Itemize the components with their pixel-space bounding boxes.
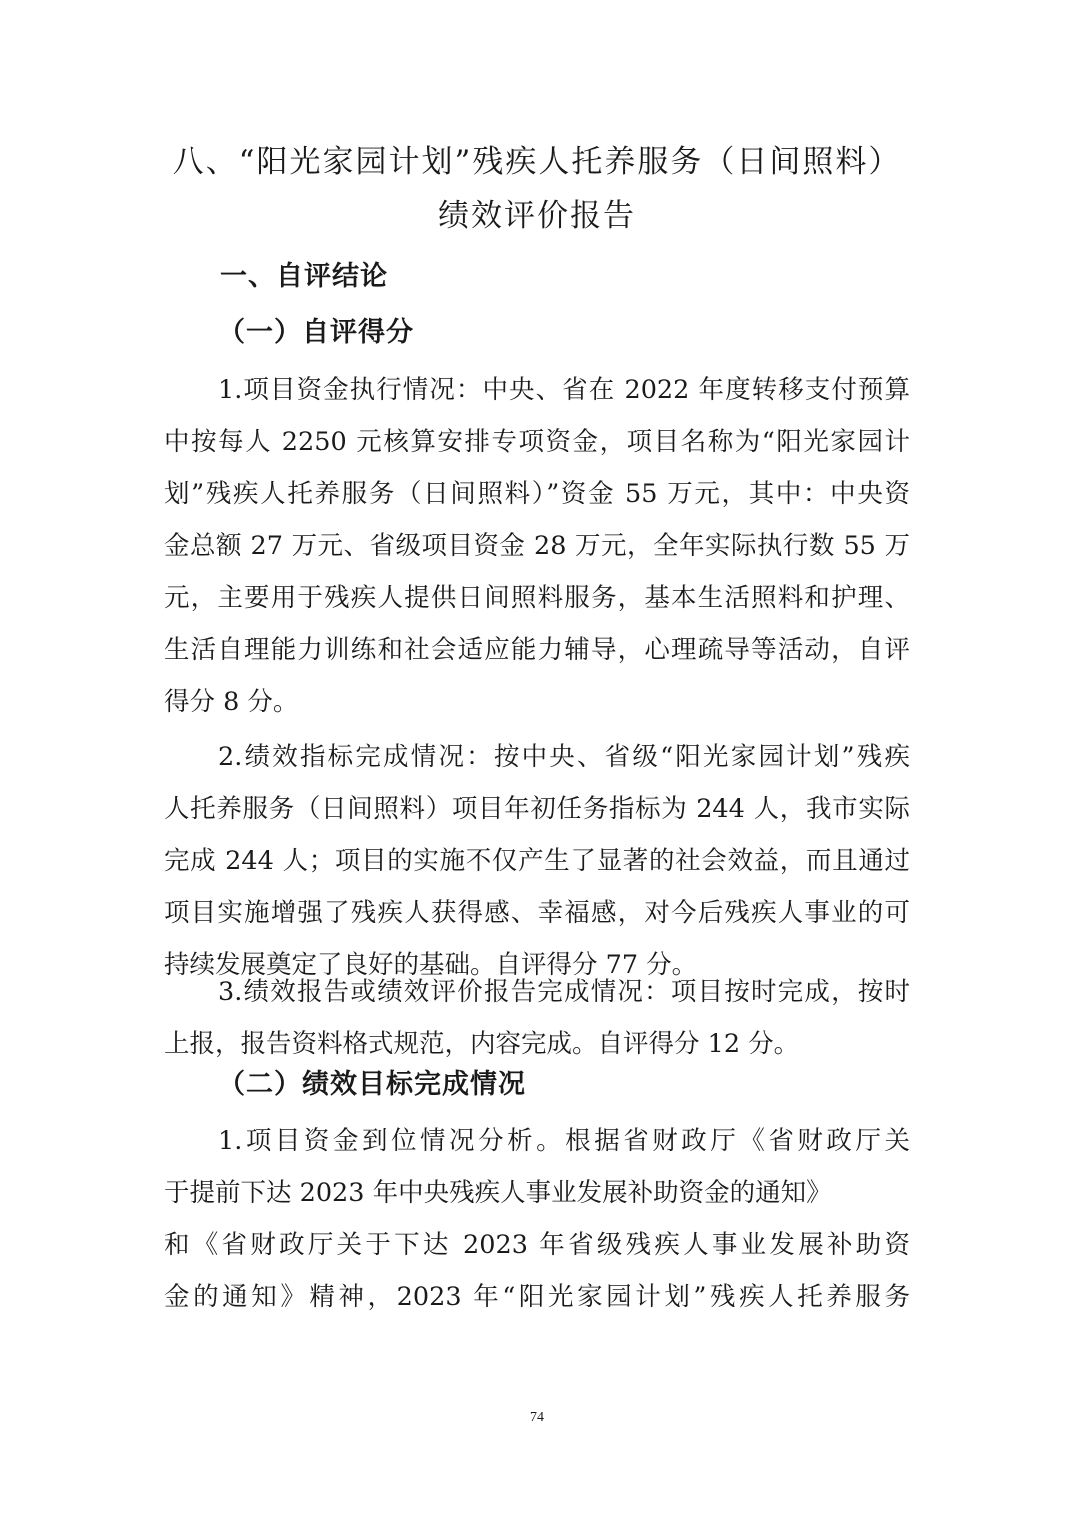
paragraph-line: 3.绩效报告或绩效评价报告完成情况：项目按时完成，按时 xyxy=(218,977,910,1007)
paragraph-indicator-completion xyxy=(164,731,910,991)
paragraph-line: 持续发展奠定了良好的基础。自评得分 77 分。 xyxy=(164,950,698,980)
subsection-heading-self-evaluation-score: （一）自评得分 xyxy=(218,317,414,348)
report-title-line-1: 八、“阳光家园计划”残疾人托养服务（日间照料） xyxy=(172,144,902,180)
paragraph-line: 得分 8 分。 xyxy=(164,687,299,717)
paragraph-line: 生活自理能力训练和社会适应能力辅导，心理疏导等活动，自评 xyxy=(164,635,910,665)
paragraph-line: 金的通知》精神，2023 年“阳光家园计划”残疾人托养服务 xyxy=(164,1282,910,1312)
paragraph-line: 1.项目资金到位情况分析。根据省财政厅《省财政厅关 xyxy=(218,1126,910,1156)
paragraph-fund-arrival xyxy=(164,1115,910,1323)
paragraph-line: 划”残疾人托养服务（日间照料）”资金 55 万元，其中：中央资 xyxy=(164,479,910,509)
paragraph-line: 项目实施增强了残疾人获得感、幸福感，对今后残疾人事业的可 xyxy=(164,898,910,928)
paragraph-line: 人托养服务（日间照料）项目年初任务指标为 244 人，我市实际 xyxy=(164,794,910,824)
paragraph-line: 于提前下达 2023 年中央残疾人事业发展补助资金的通知》 xyxy=(164,1178,832,1208)
paragraph-line: 1.项目资金执行情况：中央、省在 2022 年度转移支付预算 xyxy=(218,375,910,405)
paragraph-line: 元，主要用于残疾人提供日间照料服务，基本生活照料和护理、 xyxy=(164,583,910,613)
paragraph-line: 上报，报告资料格式规范，内容完成。自评得分 12 分。 xyxy=(164,1029,800,1059)
section-heading-self-evaluation-conclusion: 一、自评结论 xyxy=(220,261,388,292)
paragraph-line: 和《省财政厅关于下达 2023 年省级残疾人事业发展补助资 xyxy=(164,1230,910,1260)
report-title-line-2: 绩效评价报告 xyxy=(438,198,636,234)
paragraph-line: 完成 244 人；项目的实施不仅产生了显著的社会效益，而且通过 xyxy=(164,846,910,876)
paragraph-fund-execution xyxy=(164,364,910,728)
paragraph-line: 金总额 27 万元、省级项目资金 28 万元，全年实际执行数 55 万 xyxy=(164,531,910,561)
paragraph-report-completion xyxy=(164,966,910,1070)
paragraph-line: 中按每人 2250 元核算安排专项资金，项目名称为“阳光家园计 xyxy=(164,427,910,457)
subsection-heading-performance-goals: （二）绩效目标完成情况 xyxy=(218,1069,526,1100)
paragraph-line: 2.绩效指标完成情况：按中央、省级“阳光家园计划”残疾 xyxy=(218,742,910,772)
page-number: 74 xyxy=(530,1410,544,1425)
